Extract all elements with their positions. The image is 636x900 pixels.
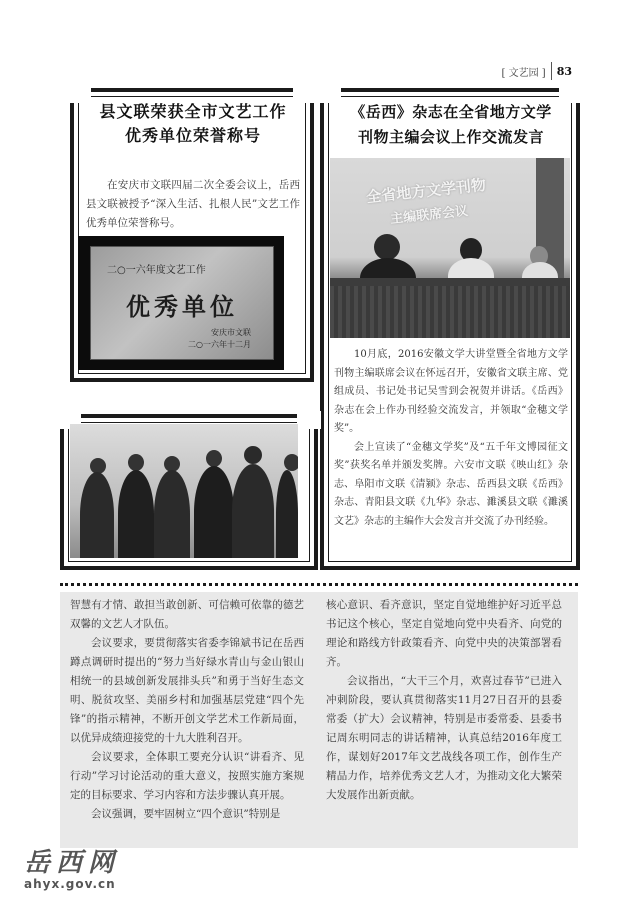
- photo-person: [128, 454, 144, 471]
- award-plaque-photo: [78, 236, 284, 370]
- section-divider: [60, 583, 578, 586]
- article2-paragraph2: 会上宣读了“金穗文学奖”及“五千年文博园征文奖”获奖名单并颁发奖牌。六安市文联《映山红》杂志、阜阳市文联《清颍》杂志、岳西县文联《岳西》杂志、青阳县文联《九华》杂志、濉溪县文联《濉溪文艺》杂志的主编作大会发言并交流了办刊经验。: [334, 441, 568, 527]
- photo-person: [154, 470, 190, 558]
- left-column-paragraph: 智慧有才情、敢担当敢创新、可信赖可依靠的德艺双馨的文艺人才队伍。: [70, 599, 304, 630]
- award-ceremony-photo: [70, 424, 298, 558]
- right-column-paragraph: 核心意识、看齐意识，坚定自觉地维护好习近平总书记这个核心，坚定自觉地向党中央看齐、向党的理论和路线方针政策看齐、向党中央的决策部署看齐。: [326, 599, 562, 668]
- plaque-year-text: 二○一六年度文艺工作: [107, 265, 206, 276]
- photo-person: [276, 470, 298, 558]
- photo-person: [194, 466, 234, 558]
- article2-body: [334, 346, 568, 531]
- left-column-paragraph: 会议强调，要牢固树立“四个意识”特别是: [91, 808, 281, 820]
- watermark-logo: 岳西网: [24, 848, 121, 878]
- section-label: [ 文艺园 ]: [501, 67, 546, 79]
- article2-title-line2: 刊物主编会议上作交流发言: [357, 128, 544, 146]
- plaque-surface: [90, 246, 274, 360]
- photo-banner-line2: 主编联席会议: [389, 203, 469, 228]
- photo-person: [374, 234, 400, 260]
- meeting-photo: [330, 158, 570, 338]
- left-column: [70, 596, 304, 824]
- article1-title: [80, 100, 306, 148]
- plaque-date-text: 二○一六年十二月: [188, 340, 251, 349]
- left-column-paragraph: 会议要求，要贯彻落实省委李锦斌书记在岳西蹲点调研时提出的“努力当好绿水青山与金山银山相统一的县域创新发展排头兵”和勇于当好生态文明、脱贫攻坚、美丽乡村和加强基层党建“四个先锋”的指示精神，不断开创文学艺术工作新局面，以优异成绩迎接党的十九大胜利召开。: [70, 637, 304, 744]
- right-column-paragraph: 会议指出，“大干三个月，欢喜过春节”已进入冲刺阶段，要认真贯彻落实11月27日召开的县委常委（扩大）会议精神，特别是市委常委、县委书记周东明同志的讲话精神，认真总结2016年度工作，谋划好2017年文艺战线各项工作，创作生产精品力作，培养优秀文艺人才，为推动文化大繁荣大发展作出新贡献。: [326, 675, 562, 801]
- right-column: [326, 596, 562, 805]
- article2-title: [326, 100, 576, 150]
- article1-title-line1: 县文联荣获全市文艺工作: [99, 102, 287, 121]
- left-column-paragraph: 会议要求，全体职工要充分认识“讲看齐、见行动”学习讨论活动的重大意义，按照实施方案规定的目标要求、学习内容和方法步骤认真开展。: [70, 751, 304, 801]
- photo-tablecloth: [330, 286, 570, 338]
- watermark-url: ahyx.gov.cn: [24, 877, 116, 891]
- photo-person: [118, 470, 154, 558]
- photo-person: [244, 446, 262, 464]
- award-photo-frame-notch: [297, 411, 321, 429]
- page-header: [502, 62, 572, 80]
- site-watermark: [24, 842, 144, 891]
- article2-title-line1: 《岳西》杂志在全省地方文学: [350, 103, 552, 121]
- header-divider: [551, 62, 552, 80]
- plaque-org-text: 安庆市文联: [211, 328, 251, 337]
- article1-title-line2: 优秀单位荣誉称号: [124, 126, 261, 145]
- photo-person: [232, 464, 274, 558]
- article1-body: [86, 176, 300, 233]
- photo-person: [206, 450, 222, 467]
- continued-article-box: [60, 592, 578, 848]
- photo-person: [80, 472, 114, 558]
- page-number: 83: [556, 64, 572, 78]
- photo-person: [284, 454, 298, 471]
- article1-paragraph: 在安庆市文联四届二次全委会议上，岳西县文联被授予“深入生活、扎根人民”文艺工作优秀单位荣誉称号。: [86, 179, 300, 229]
- photo-banner-line1: 全省地方文学刊物: [365, 175, 487, 207]
- plaque-main-text: 优秀单位: [126, 292, 238, 321]
- article2-paragraph1: 10月底，2016安徽文学大讲堂暨全省地方文学刊物主编联席会议在怀远召开，安徽省文联主席、党组成员、书记处书记吴雪到会祝贺并讲话。《岳西》杂志在会上作办刊经验交流发言，并领取“金穗文学奖”。: [334, 349, 568, 434]
